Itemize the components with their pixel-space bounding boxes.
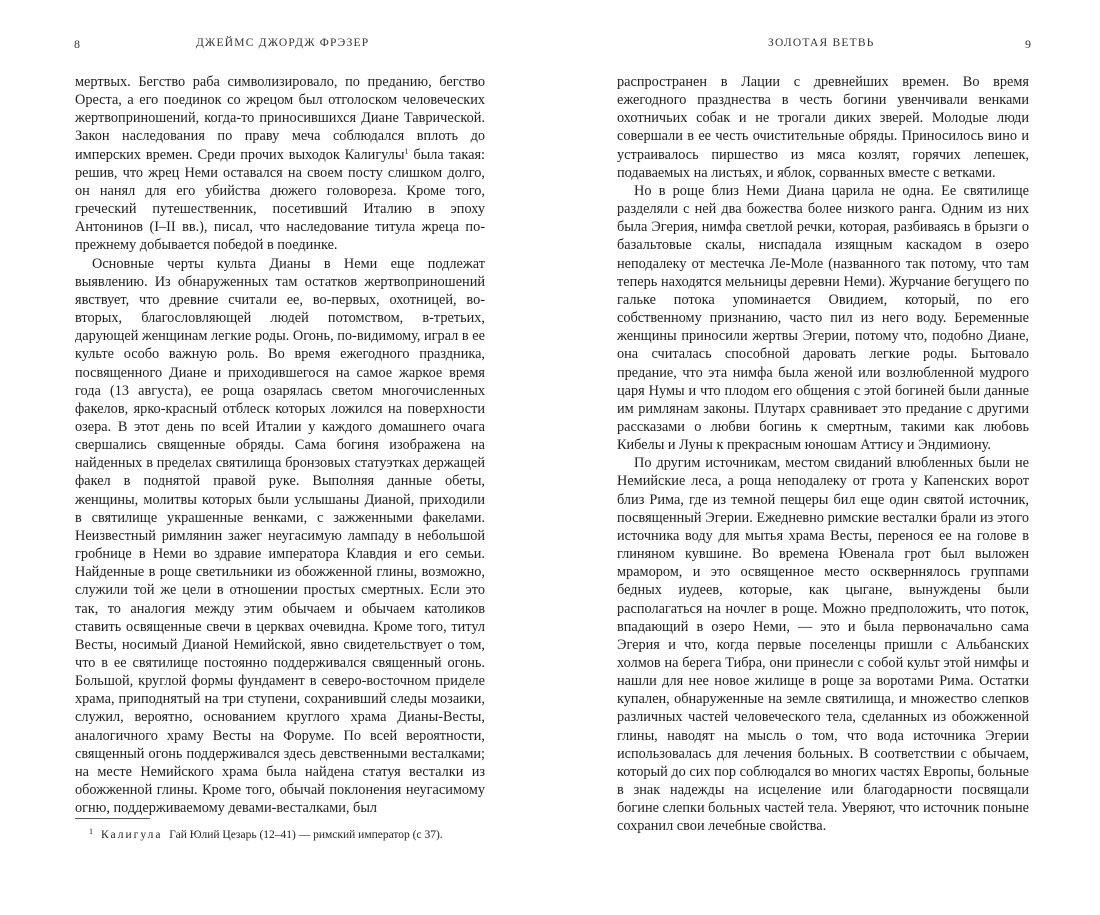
page-number: 9 — [1025, 37, 1031, 51]
footnote — [89, 825, 515, 842]
left-body-text — [75, 73, 485, 817]
footnote-reference: 1 — [404, 146, 409, 156]
left-running-head — [75, 37, 485, 53]
paragraph: мертвых. Бегство раба символизировало, по преданию, бегство Ореста, а его поединок со жрецом был отголоском человеческих жертвоприношений, когда-то приносившихся Диане Таврической. Закон наследования по праву меча соблюдался вплоть до имперских времен. Среди прочих выходок Калигулы$^1$ была такая: решив, что жрец Неми оставался на своем посту слишком долго, он нанял для его убийства дюжего головореза. Кроме того, греческий путешественник, посетивший Италию в эпоху Антонинов (I–II вв.), писал, что наследование титула жреца по-прежнему добывается победой в поединке. — [75, 74, 485, 254]
running-head-author: ДЖЕЙМС ДЖОРДЖ ФРЭЗЕР — [196, 37, 370, 49]
paragraph: По другим источникам, местом свиданий влюбленных были не Немийские леса, а роща неподалеку от грота у Капенских ворот близ Рима, где из темной пещеры бил еще один святой источник, посвященный Эгерии. Ежедневно римские весталки брали из этого источника воду для мытья храма Весты, перенося ее на голове в глиняном кувшине. Во времена Ювенала грот был выложен мрамором, и это освященное место оскверннялось группами бедных иудеев, которые, как цыгане, вынуждены были располагаться на ночлег в роще. Можно предположить, что поток, впадающий в озеро Неми, — это и была первоначально сама Эгерия и что, когда первые поселенцы пришли с Альбанских холмов на берега Тибра, они принесли с собой культ этой нимфы и нашли для нее новое жилище в роще за воротами Рима. Остатки купален, обнаруженные на земле святилища, и множество слепков различных частей человеческого тела, сделанных из обожженной глины, наводят на мысль о том, что вода источника Эгерии использовалась для лечения больных. В соответствии с обычаем, который до сих пор соблюдался во многих частях Европы, больные в знак надежды на исцеление или благодарности посвящали богине слепки больных частей тела. Уверяют, что источник поныне сохранил свои лечебные свойства. — [617, 455, 1029, 835]
paragraph: распространен в Лации с древнейших времен. Во время ежегодного празднества в честь богини увенчивали венками охотничьих собак и не трогали диких зверей. Молодые люди совершали в ее честь очистительные обряды. Приносилось вино и устраивалось пиршество из мяса козлят, горячих лепешек, подаваемых на листьях, и яблок, сорванных вместе с ветками. — [617, 74, 1029, 181]
right-running-head — [617, 37, 1029, 53]
right-body-text — [617, 73, 1029, 836]
footnote-mark: 1 — [89, 827, 93, 836]
footnote-text: Гай Юлий Цезарь (12–41) — римский император (с 37). — [169, 829, 443, 841]
paragraph: Но в роще близ Неми Диана царила не одна. Ее святилище разделяли с ней два божества более низкого ранга. Одним из них была Эгерия, нимфа светлой речки, которая, разбиваясь в брызги о базальтовые скалы, ниспадала изящным каскадом в озеро неподалеку от местечка Ле-Моле (названного так потому, что там теперь находятся мельницы деревни Неми). Журчание бегущего по гальке потока упоминается Овидием, который, по его собственному признанию, часто пил из него воду. Беременные женщины приносили жертвы Эгерии, потому что, подобно Диане, она считалась способной даровать легкие роды. Бытовало предание, что эта нимфа была женой или возлюбленной мудрого царя Нумы и что плодом его общения с этой богиней были данные им римлянам законы. Плутарх сравнивает это предание с другими рассказами о любви богинь к смертным, такими как любовь Кибелы и Луны к прекрасным юношам Аттису и Эндимиону. — [617, 182, 1029, 454]
paragraph: Основные черты культа Дианы в Неми еще подлежат выявлению. Из обнаруженных там остатков жертвоприношений явствует, что древние считали ее, во-первых, охотницей, во-вторых, благословляющей людей потомством, в-третьих, дарующей женщинам легкие роды. Огонь, по-видимому, играл в ее культе особо важную роль. Во время ежегодного праздника, посвященного Диане и приходившегося на самое жаркое время года (13 августа), ее роща озарялась светом многочисленных факелов, ярко-красный отблеск которых ложился на поверхности озера. В этот день по всей Италии у каждого домашнего очага свершались священные обряды. Сама богиня изображена на найденных в пределах святилища бронзовых статуэтках держащей факел в поднятой правой руке. Выполняя данные обеты, женщины, молитвы которых были услышаны Дианой, приходили в святилище украшенные венками, с зажженными факелами. Неизвестный римлянин зажег неугасимую лампаду в небольшой гробнице в Неми во здравие императора Клавдия и его семьи. Найденные в роще светильники из обожженной глины, возможно, служили той же цели в отношении простых смертных. Если это так, то аналогия между этим обычаем и обычаем католиков ставить освященные свечи в церквах очевидна. Кроме того, титул Весты, носимый Дианой Немийской, явно свидетельствует о том, что в ее святилище постоянно поддерживался священный огонь. Большой, круглой формы фундамент в северо-восточном приделе храма, приподнятый на три ступени, сохранивший следы мозаики, служил, вероятно, основанием круглого храма Дианы-Весты, аналогичного храму Весты на Форуме. По всей вероятности, священный огонь поддерживался здесь девственными весталками; на месте Немийского храма была найдена статуя весталки из обожженной глины. Кроме того, обычай поклонения неугасимому огню, поддерживаемому девами-весталками, был — [75, 255, 485, 817]
footnote-divider — [75, 818, 150, 819]
running-head-book-title: ЗОЛОТАЯ ВЕТВЬ — [768, 37, 875, 49]
footnote-term: Калигула — [101, 829, 163, 841]
page-number: 8 — [74, 37, 80, 51]
